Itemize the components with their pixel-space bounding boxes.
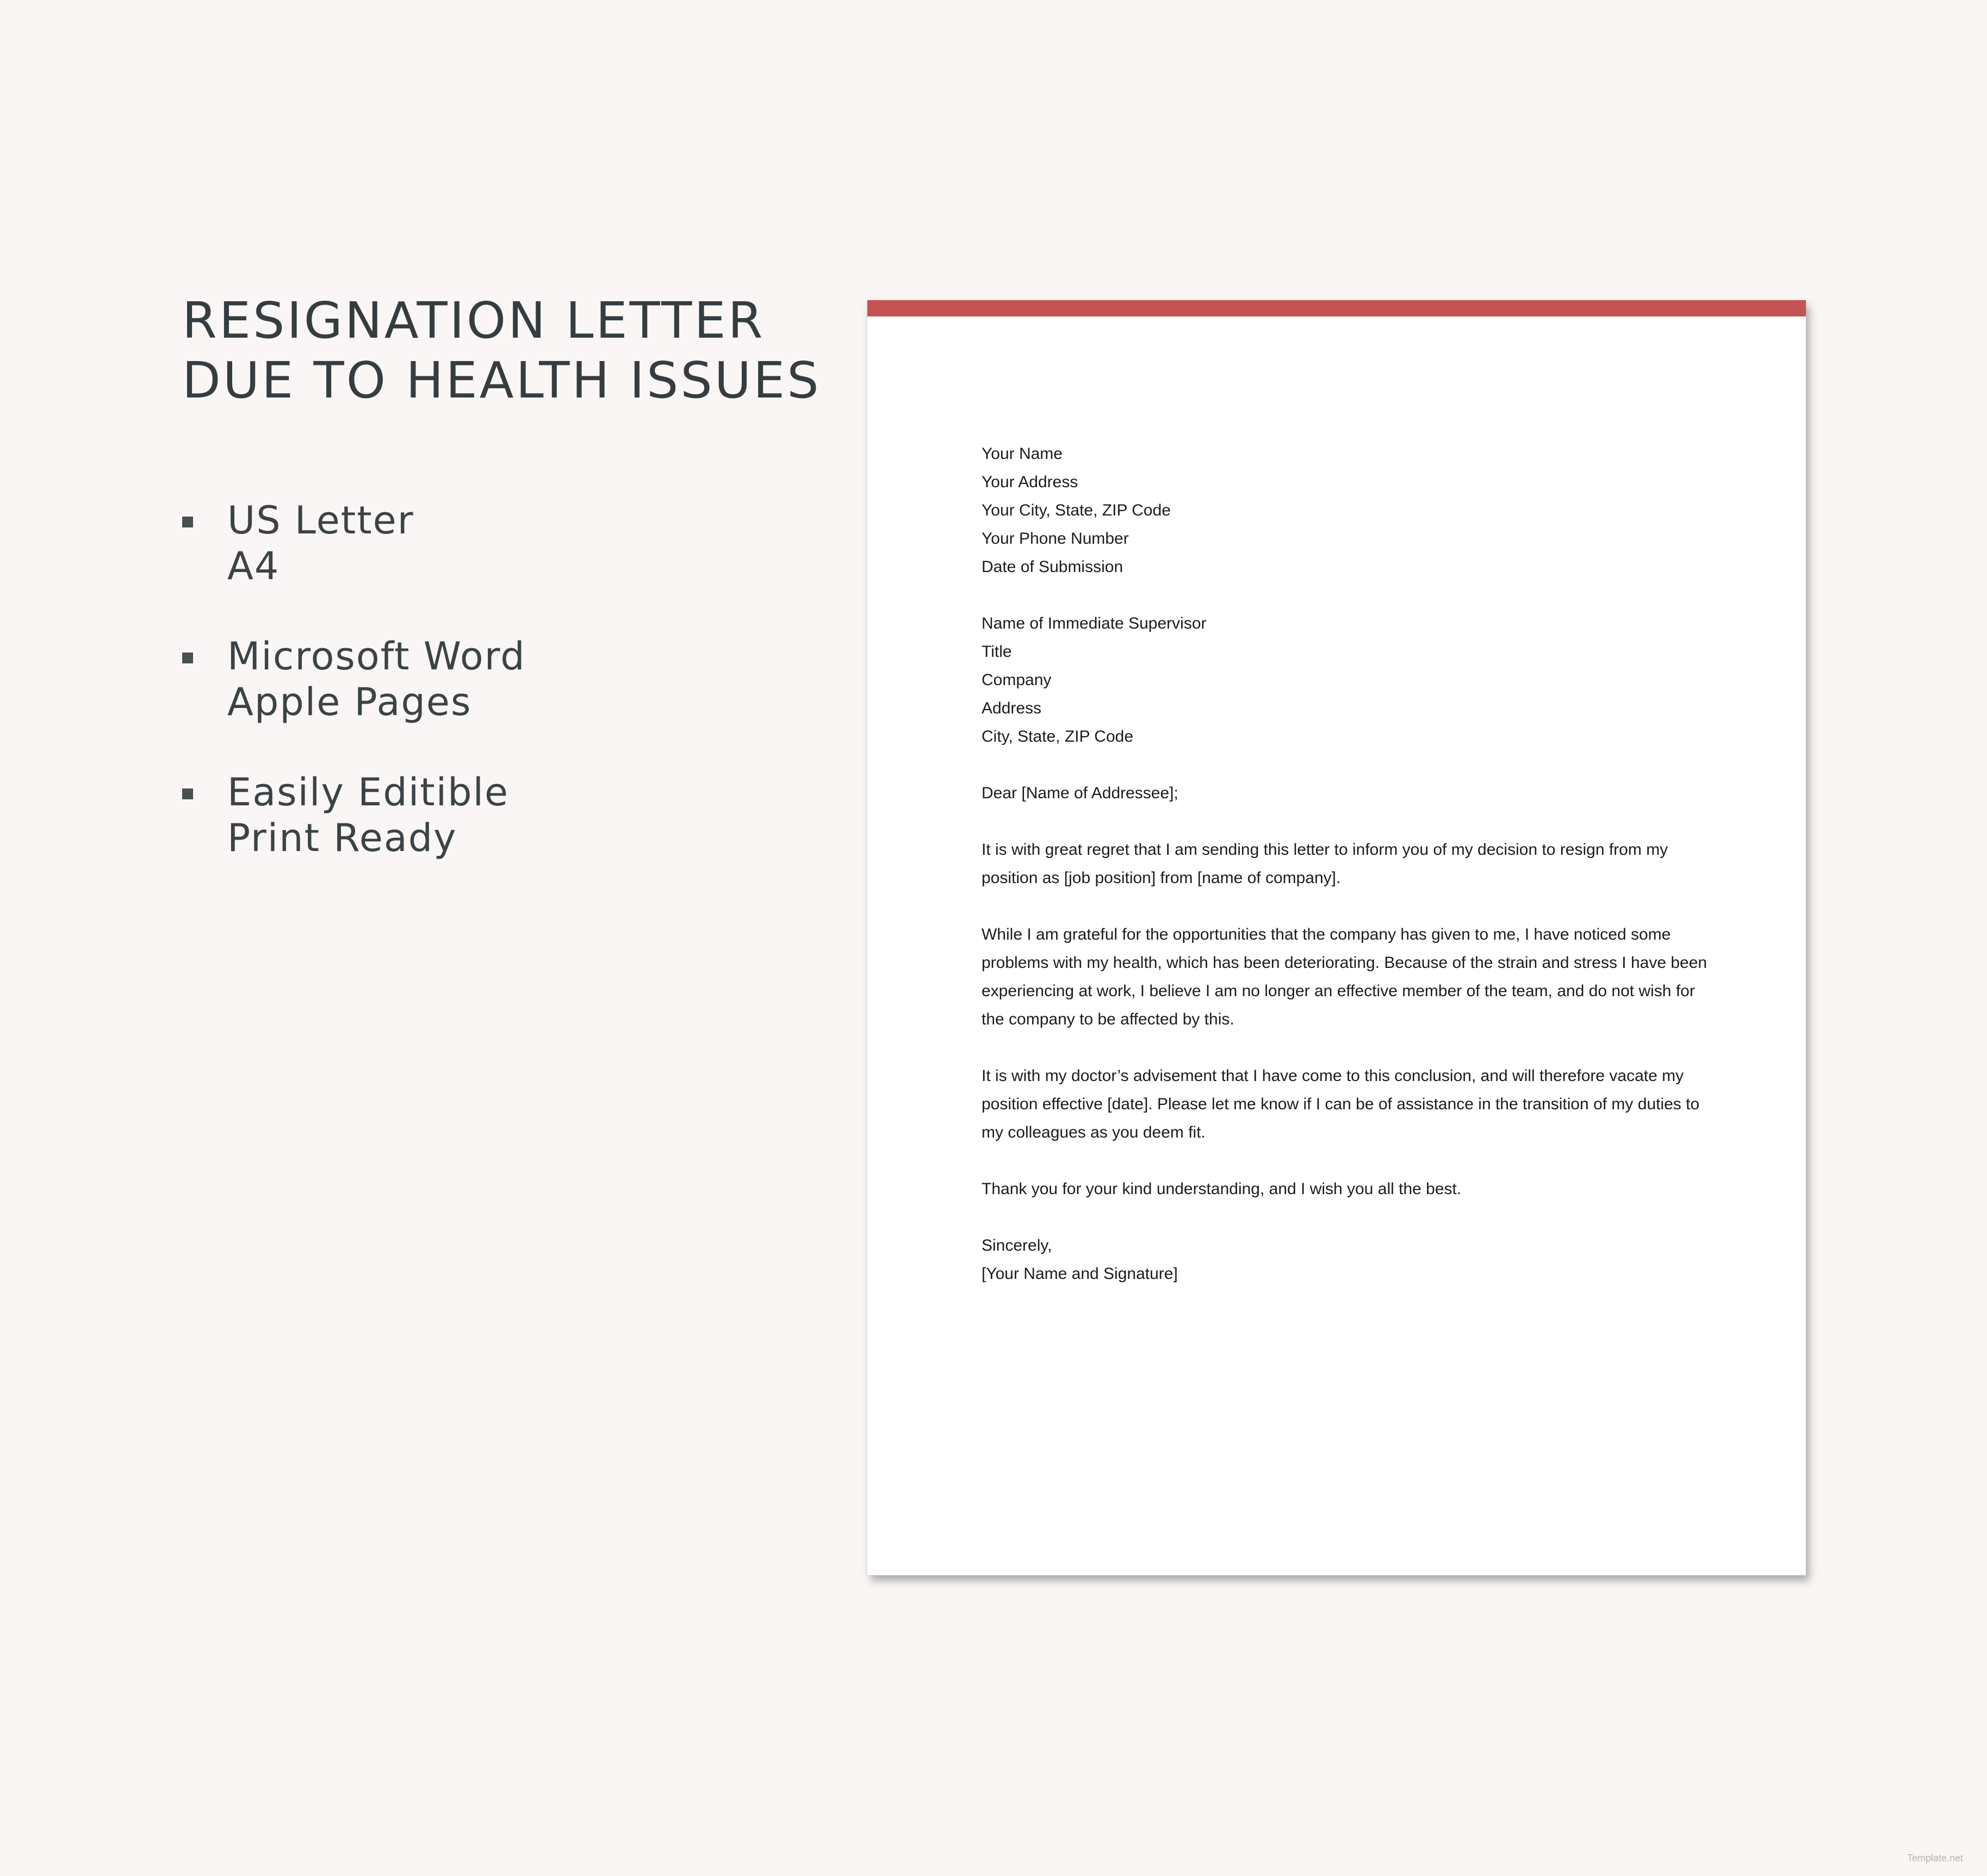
paragraph-line: problems with my health, which has been deteriorating. Because of the strain and stress I have been bbox=[982, 954, 1707, 972]
feature-text: Easily Editible bbox=[227, 770, 510, 815]
paragraph-1 bbox=[982, 836, 1721, 892]
sender-phone: Your Phone Number bbox=[982, 530, 1129, 548]
feature-text: Print Ready bbox=[227, 816, 457, 860]
sender-address-line: Your Address bbox=[982, 473, 1078, 491]
title-line-2: DUE TO HEALTH ISSUES bbox=[182, 351, 821, 409]
sender-address bbox=[982, 440, 1721, 581]
closing: Sincerely, bbox=[982, 1237, 1052, 1254]
paragraph-line: It is with my doctor’s advisement that I have come to this conclusion, and will therefore vacate my bbox=[982, 1067, 1684, 1085]
signature-line: [Your Name and Signature] bbox=[982, 1265, 1178, 1283]
paragraph-line: my colleagues as you deem fit. bbox=[982, 1123, 1206, 1141]
closing-block bbox=[982, 1232, 1721, 1288]
paragraph-line: While I am grateful for the opportunities that the company has given to me, I have noticed some bbox=[982, 925, 1671, 943]
paragraph-3 bbox=[982, 1062, 1721, 1147]
paragraph-2 bbox=[982, 921, 1721, 1034]
page-title bbox=[182, 291, 835, 411]
recipient-title: Title bbox=[982, 643, 1012, 661]
paragraph-4 bbox=[982, 1175, 1721, 1203]
header-accent-bar bbox=[867, 300, 1806, 316]
feature-text: Apple Pages bbox=[227, 680, 472, 724]
paragraph-line: the company to be affected by this. bbox=[982, 1010, 1234, 1028]
sender-city-line: Your City, State, ZIP Code bbox=[982, 501, 1171, 519]
letter-preview-page bbox=[867, 300, 1806, 1575]
recipient-address bbox=[982, 610, 1721, 751]
watermark: Template.net bbox=[1907, 1853, 1963, 1863]
square-bullet-icon bbox=[182, 517, 193, 527]
feature-item-editing bbox=[182, 769, 780, 861]
feature-item-page-size bbox=[182, 498, 780, 589]
square-bullet-icon bbox=[182, 653, 193, 663]
submission-date: Date of Submission bbox=[982, 558, 1123, 576]
feature-text: A4 bbox=[227, 544, 280, 588]
square-bullet-icon bbox=[182, 788, 193, 799]
paragraph-line: Thank you for your kind understanding, and I wish you all the best. bbox=[982, 1180, 1462, 1198]
feature-text: Microsoft Word bbox=[227, 634, 526, 679]
recipient-company: Company bbox=[982, 671, 1052, 689]
feature-list bbox=[182, 498, 780, 905]
feature-item-formats bbox=[182, 633, 780, 725]
letter-body bbox=[982, 440, 1721, 1316]
recipient-city-line: City, State, ZIP Code bbox=[982, 728, 1134, 746]
paragraph-line: position effective [date]. Please let me know if I can be of assistance in the transition of my duties to bbox=[982, 1095, 1700, 1113]
sender-name: Your Name bbox=[982, 445, 1063, 463]
paragraph-line: position as [job position] from [name of company]. bbox=[982, 869, 1341, 887]
recipient-address-line: Address bbox=[982, 699, 1042, 717]
recipient-name: Name of Immediate Supervisor bbox=[982, 614, 1207, 632]
feature-text: US Letter bbox=[227, 498, 414, 543]
paragraph-line: It is with great regret that I am sending this letter to inform you of my decision to resign from my bbox=[982, 841, 1668, 859]
salutation-text: Dear [Name of Addressee]; bbox=[982, 784, 1178, 802]
salutation bbox=[982, 779, 1721, 807]
paragraph-line: experiencing at work, I believe I am no longer an effective member of the team, and do not wish for bbox=[982, 982, 1695, 1000]
title-line-1: RESIGNATION LETTER bbox=[182, 291, 765, 350]
